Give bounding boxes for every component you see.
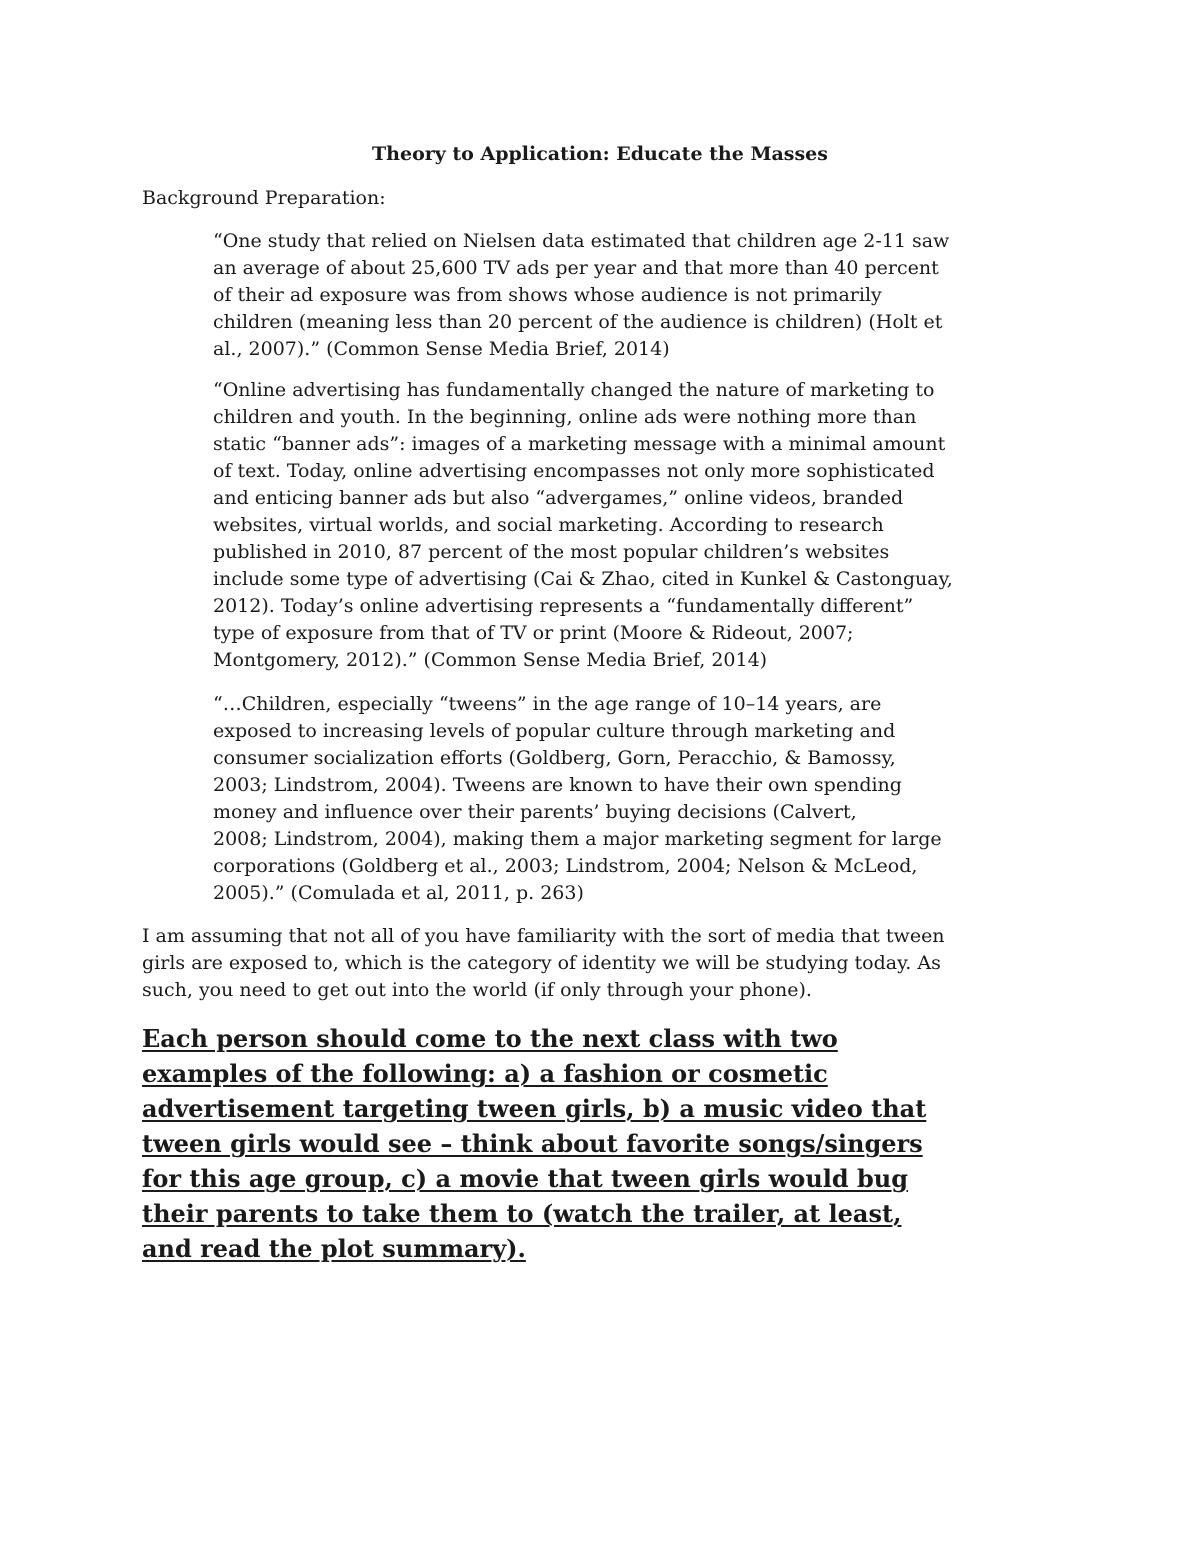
paragraph-line: I am assuming that not all of you have familiarity with the sort of media that tween bbox=[142, 925, 945, 947]
quote-line: of text. Today, online advertising encompasses not only more sophisticated bbox=[213, 460, 935, 482]
assignment-line: their parents to take them to (watch the trailer, at least, bbox=[142, 1199, 902, 1228]
quote-online-advertising bbox=[213, 377, 1073, 674]
quote-line: al., 2007).” (Common Sense Media Brief, 2014) bbox=[213, 338, 670, 360]
quote-line: children and youth. In the beginning, online ads were nothing more than bbox=[213, 406, 917, 428]
assignment-line: Each person should come to the next class with two bbox=[142, 1024, 838, 1053]
assignment-line: examples of the following: a) a fashion or cosmetic bbox=[142, 1059, 828, 1088]
quote-nielsen bbox=[213, 228, 1073, 363]
paragraph-line: such, you need to get out into the world (if only through your phone). bbox=[142, 979, 812, 1001]
quote-line: 2003; Lindstrom, 2004). Tweens are known to have their own spending bbox=[213, 774, 902, 796]
quote-tweens bbox=[213, 691, 1073, 907]
quote-line: money and influence over their parents’ buying decisions (Calvert, bbox=[213, 801, 857, 823]
assignment-instructions bbox=[142, 1021, 1082, 1266]
quote-line: and enticing banner ads but also “advergames,” online videos, branded bbox=[213, 487, 904, 509]
quote-line: consumer socialization efforts (Goldberg, Gorn, Peracchio, & Bamossy, bbox=[213, 747, 896, 769]
quote-line: an average of about 25,600 TV ads per year and that more than 40 percent bbox=[213, 257, 939, 279]
intro-paragraph bbox=[142, 923, 1072, 1004]
quote-line: 2005).” (Comulada et al, 2011, p. 263) bbox=[213, 882, 584, 904]
assignment-line: tween girls would see – think about favorite songs/singers bbox=[142, 1129, 923, 1158]
quote-line: exposed to increasing levels of popular culture through marketing and bbox=[213, 720, 896, 742]
quote-line: children (meaning less than 20 percent of the audience is children) (Holt et bbox=[213, 311, 943, 333]
quote-line: type of exposure from that of TV or print (Moore & Rideout, 2007; bbox=[213, 622, 854, 644]
quote-line: include some type of advertising (Cai & Zhao, cited in Kunkel & Castonguay, bbox=[213, 568, 953, 590]
quote-line: corporations (Goldberg et al., 2003; Lindstrom, 2004; Nelson & McLeod, bbox=[213, 855, 918, 877]
quote-line: “Online advertising has fundamentally changed the nature of marketing to bbox=[213, 379, 935, 401]
document-title: Theory to Application: Educate the Masses bbox=[372, 143, 828, 165]
assignment-line: advertisement targeting tween girls, b) a music video that bbox=[142, 1094, 927, 1123]
quote-line: static “banner ads”: images of a marketing message with a minimal amount bbox=[213, 433, 946, 455]
quote-line: of their ad exposure was from shows whose audience is not primarily bbox=[213, 284, 882, 306]
quote-line: “One study that relied on Nielsen data estimated that children age 2-11 saw bbox=[213, 230, 950, 252]
quote-line: published in 2010, 87 percent of the most popular children’s websites bbox=[213, 541, 890, 563]
quote-line: 2012). Today’s online advertising represents a “fundamentally different” bbox=[213, 595, 914, 617]
section-label: Background Preparation: bbox=[142, 187, 386, 209]
paragraph-line: girls are exposed to, which is the category of identity we will be studying today. As bbox=[142, 952, 941, 974]
assignment-line: for this age group, c) a movie that tween girls would bug bbox=[142, 1164, 909, 1193]
quote-line: websites, virtual worlds, and social marketing. According to research bbox=[213, 514, 884, 536]
assignment-line: and read the plot summary). bbox=[142, 1234, 526, 1263]
quote-line: 2008; Lindstrom, 2004), making them a major marketing segment for large bbox=[213, 828, 942, 850]
quote-line: “…Children, especially “tweens” in the age range of 10–14 years, are bbox=[213, 693, 882, 715]
quote-line: Montgomery, 2012).” (Common Sense Media Brief, 2014) bbox=[213, 649, 768, 671]
